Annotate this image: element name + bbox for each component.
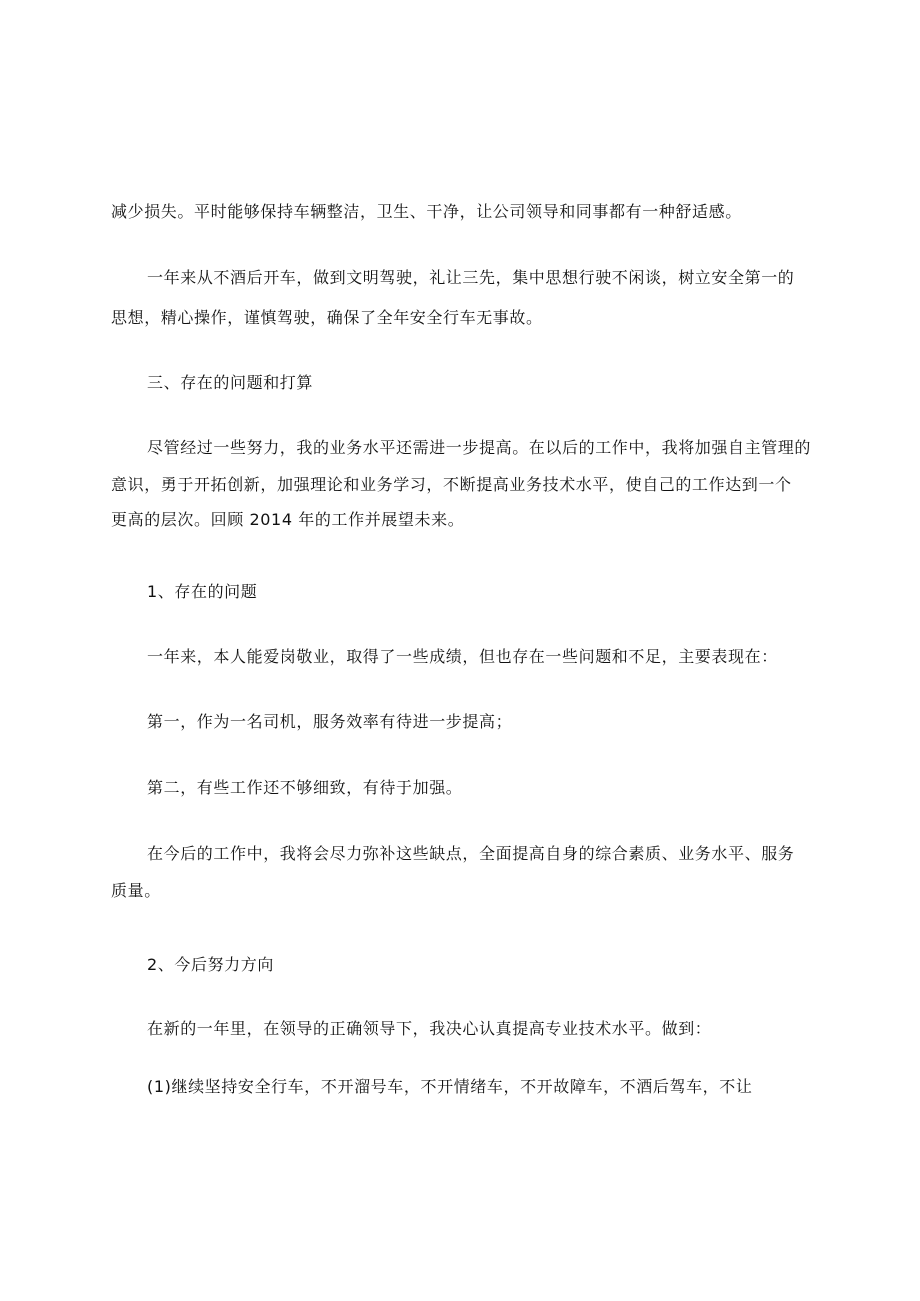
paragraph-line: 思想，精心操作，谨慎驾驶，确保了全年安全行车无事故。	[111, 308, 543, 327]
section-heading: 三、存在的问题和打算	[147, 373, 314, 392]
paragraph-line: 尽管经过一些努力，我的业务水平还需进一步提高。在以后的工作中，我将加强自主管理的	[147, 438, 812, 457]
subsection-heading: 2、今后努力方向	[147, 955, 274, 974]
paragraph-line: 第二，有些工作还不够细致，有待于加强。	[147, 778, 463, 797]
paragraph-line: 第一，作为一名司机，服务效率有待进一步提高；	[147, 712, 513, 731]
paragraph-line: 意识，勇于开拓创新，加强理论和业务学习，不断提高业务技术水平，使自己的工作达到一个	[111, 475, 792, 494]
paragraph-line: 更高的层次。回顾 2014 年的工作并展望未来。	[111, 510, 465, 529]
list-item: (1)继续坚持安全行车，不开溜号车，不开情绪车，不开故障车，不酒后驾车，不让	[147, 1077, 753, 1096]
paragraph-line: 减少损失。平时能够保持车辆整洁，卫生、干净，让公司领导和同事都有一种舒适感。	[111, 202, 742, 221]
paragraph-line: 一年来，本人能爱岗敬业，取得了一些成绩，但也存在一些问题和不足，主要表现在：	[147, 647, 778, 666]
paragraph-line: 在新的一年里，在领导的正确领导下，我决心认真提高专业技术水平。做到：	[147, 1019, 712, 1038]
paragraph-line: 质量。	[111, 881, 161, 900]
subsection-heading: 1、存在的问题	[147, 582, 258, 601]
paragraph-line: 一年来从不酒后开车，做到文明驾驶，礼让三先，集中思想行驶不闲谈，树立安全第一的	[147, 268, 795, 287]
paragraph-line: 在今后的工作中，我将会尽力弥补这些缺点，全面提高自身的综合素质、业务水平、服务	[147, 844, 795, 863]
